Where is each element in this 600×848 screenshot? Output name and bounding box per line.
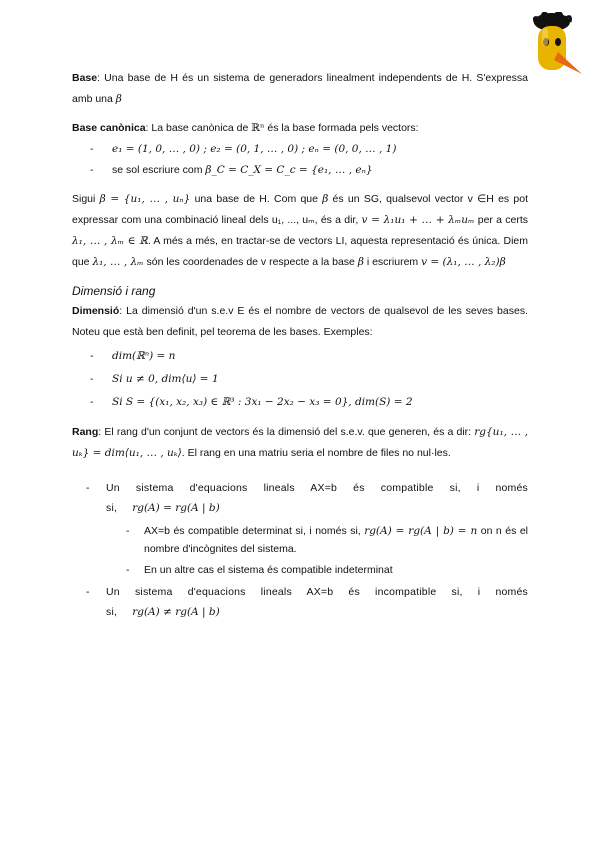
list-item: [72, 478, 528, 579]
math-lambdas-real: λ₁, … , λₘ ∈ ℝ: [72, 235, 148, 247]
math-beta: β: [322, 193, 329, 205]
text-segment: : El rang d'un conjunt de vectors és la dimensió del s.e.v. que generen, és a dir:: [98, 426, 475, 438]
text-segment: . A més a més, en tractar-se de vectors LI, aquesta representació és única. Diem que: [72, 235, 528, 268]
example-formula: dim(ℝⁿ) = n: [112, 350, 176, 362]
sub-list-item: [72, 561, 528, 579]
coordinates-paragraph: [72, 189, 528, 273]
dimensio-term: Dimensió: [72, 305, 120, 317]
math-compatible-condition: rg(A) = rg(A | b): [132, 502, 220, 514]
sub-list-item: [72, 522, 528, 558]
base-term: Base: [72, 72, 98, 84]
math-linear-combination: v = λ₁u₁ + … + λₘuₘ: [361, 214, 475, 226]
example-formula: Si S = {(x₁, x₂, x₃) ∈ ℝ³ : 3x₁ − 2x₂ − x₃ = 0}, dim(S) = 2: [112, 396, 413, 408]
example-formula: Si u ≠ 0, dim⟨u⟩ = 1: [112, 373, 219, 385]
math-beta: β: [357, 256, 364, 268]
base-canonica-text2: és la base formada pels vectors:: [264, 122, 419, 134]
rang-term: Rang: [72, 426, 99, 438]
sub-list: [72, 522, 528, 579]
list-item-text: se sol escriure com: [112, 164, 206, 176]
list-item: [72, 160, 528, 181]
text-segment: En un altre cas el sistema és compatible indeterminat: [144, 564, 393, 576]
text-segment: i escriurem: [363, 256, 422, 268]
base-canonica-list: [72, 139, 528, 181]
text-segment: una base de H. Com que: [190, 193, 323, 205]
text-segment: és un SG, qualsevol vector v ∈H es pot expressar com una combinació lineal dels u₁, ..., uₘ, és a dir,: [72, 193, 529, 226]
math-rank-definition: rg{u₁, … , uₖ} = dim⟨u₁, … , uₖ⟩: [72, 426, 528, 459]
dimension-examples-list: [72, 345, 528, 414]
list-item: [72, 391, 528, 414]
beta-symbol: β: [115, 93, 122, 105]
list-item: [72, 345, 528, 368]
base-paragraph: [72, 68, 528, 110]
text-segment: . El rang en una matriu seria el nombre de files no nul·les.: [181, 447, 451, 459]
math-basis: β = {u₁, … , uₙ}: [99, 193, 191, 205]
rank-conditions-list: [72, 478, 528, 622]
base-canonica-text1: : La base canònica de: [145, 122, 252, 134]
base-text: : Una base de H és un sistema de generadors linealment independents de H. S'expressa amb una: [72, 72, 528, 105]
text-segment: per a certs: [474, 214, 528, 226]
math-coordinates: v = (λ₁, … , λ₂)β: [421, 256, 506, 268]
math-lambdas: λ₁, … , λₘ: [92, 256, 144, 268]
list-item: [72, 368, 528, 391]
list-item-text: Un sistema d'equacions lineals AX=b és compatible si, i només si,: [106, 482, 528, 514]
canonical-basis-formula: β_C = C_X = C_c = {e₁, … , eₙ}: [205, 164, 373, 176]
dimensio-paragraph: [72, 301, 528, 343]
dimensio-text: : La dimensió d'un s.e.v E és el nombre de vectors de qualsevol de les seves bases. Noteu que està ben definit, pel teorema de les bases. Exemples:: [72, 305, 528, 338]
list-item: [72, 139, 528, 160]
rn-symbol: ℝⁿ: [251, 122, 265, 134]
base-canonica-term: Base canònica: [72, 122, 146, 134]
text-segment: AX=b és compatible determinat si, i només si,: [144, 525, 365, 537]
base-canonica-paragraph: [72, 118, 528, 139]
list-item: [72, 582, 528, 622]
list-item-text: Un sistema d'equacions lineals AX=b és incompatible si, i només si,: [106, 586, 528, 618]
math-incompatible-condition: rg(A) ≠ rg(A | b): [132, 606, 220, 618]
text-segment: són les coordenades de v respecte a la base: [143, 256, 358, 268]
main-content: [72, 68, 528, 622]
math-determinat-condition: rg(A) = rg(A | b) = n: [364, 525, 478, 537]
canonical-vectors-formula: e₁ = (1, 0, … , 0) ; e₂ = (0, 1, … , 0) ; eₙ = (0, 0, … , 1): [112, 143, 397, 155]
section-title: Dimensió i rang: [72, 284, 156, 298]
text-segment: on n és el nombre d'incògnites del sistema.: [144, 525, 529, 555]
text-segment: Sigui: [72, 193, 100, 205]
mascot-icon: [528, 12, 584, 78]
rang-paragraph: [72, 422, 528, 464]
